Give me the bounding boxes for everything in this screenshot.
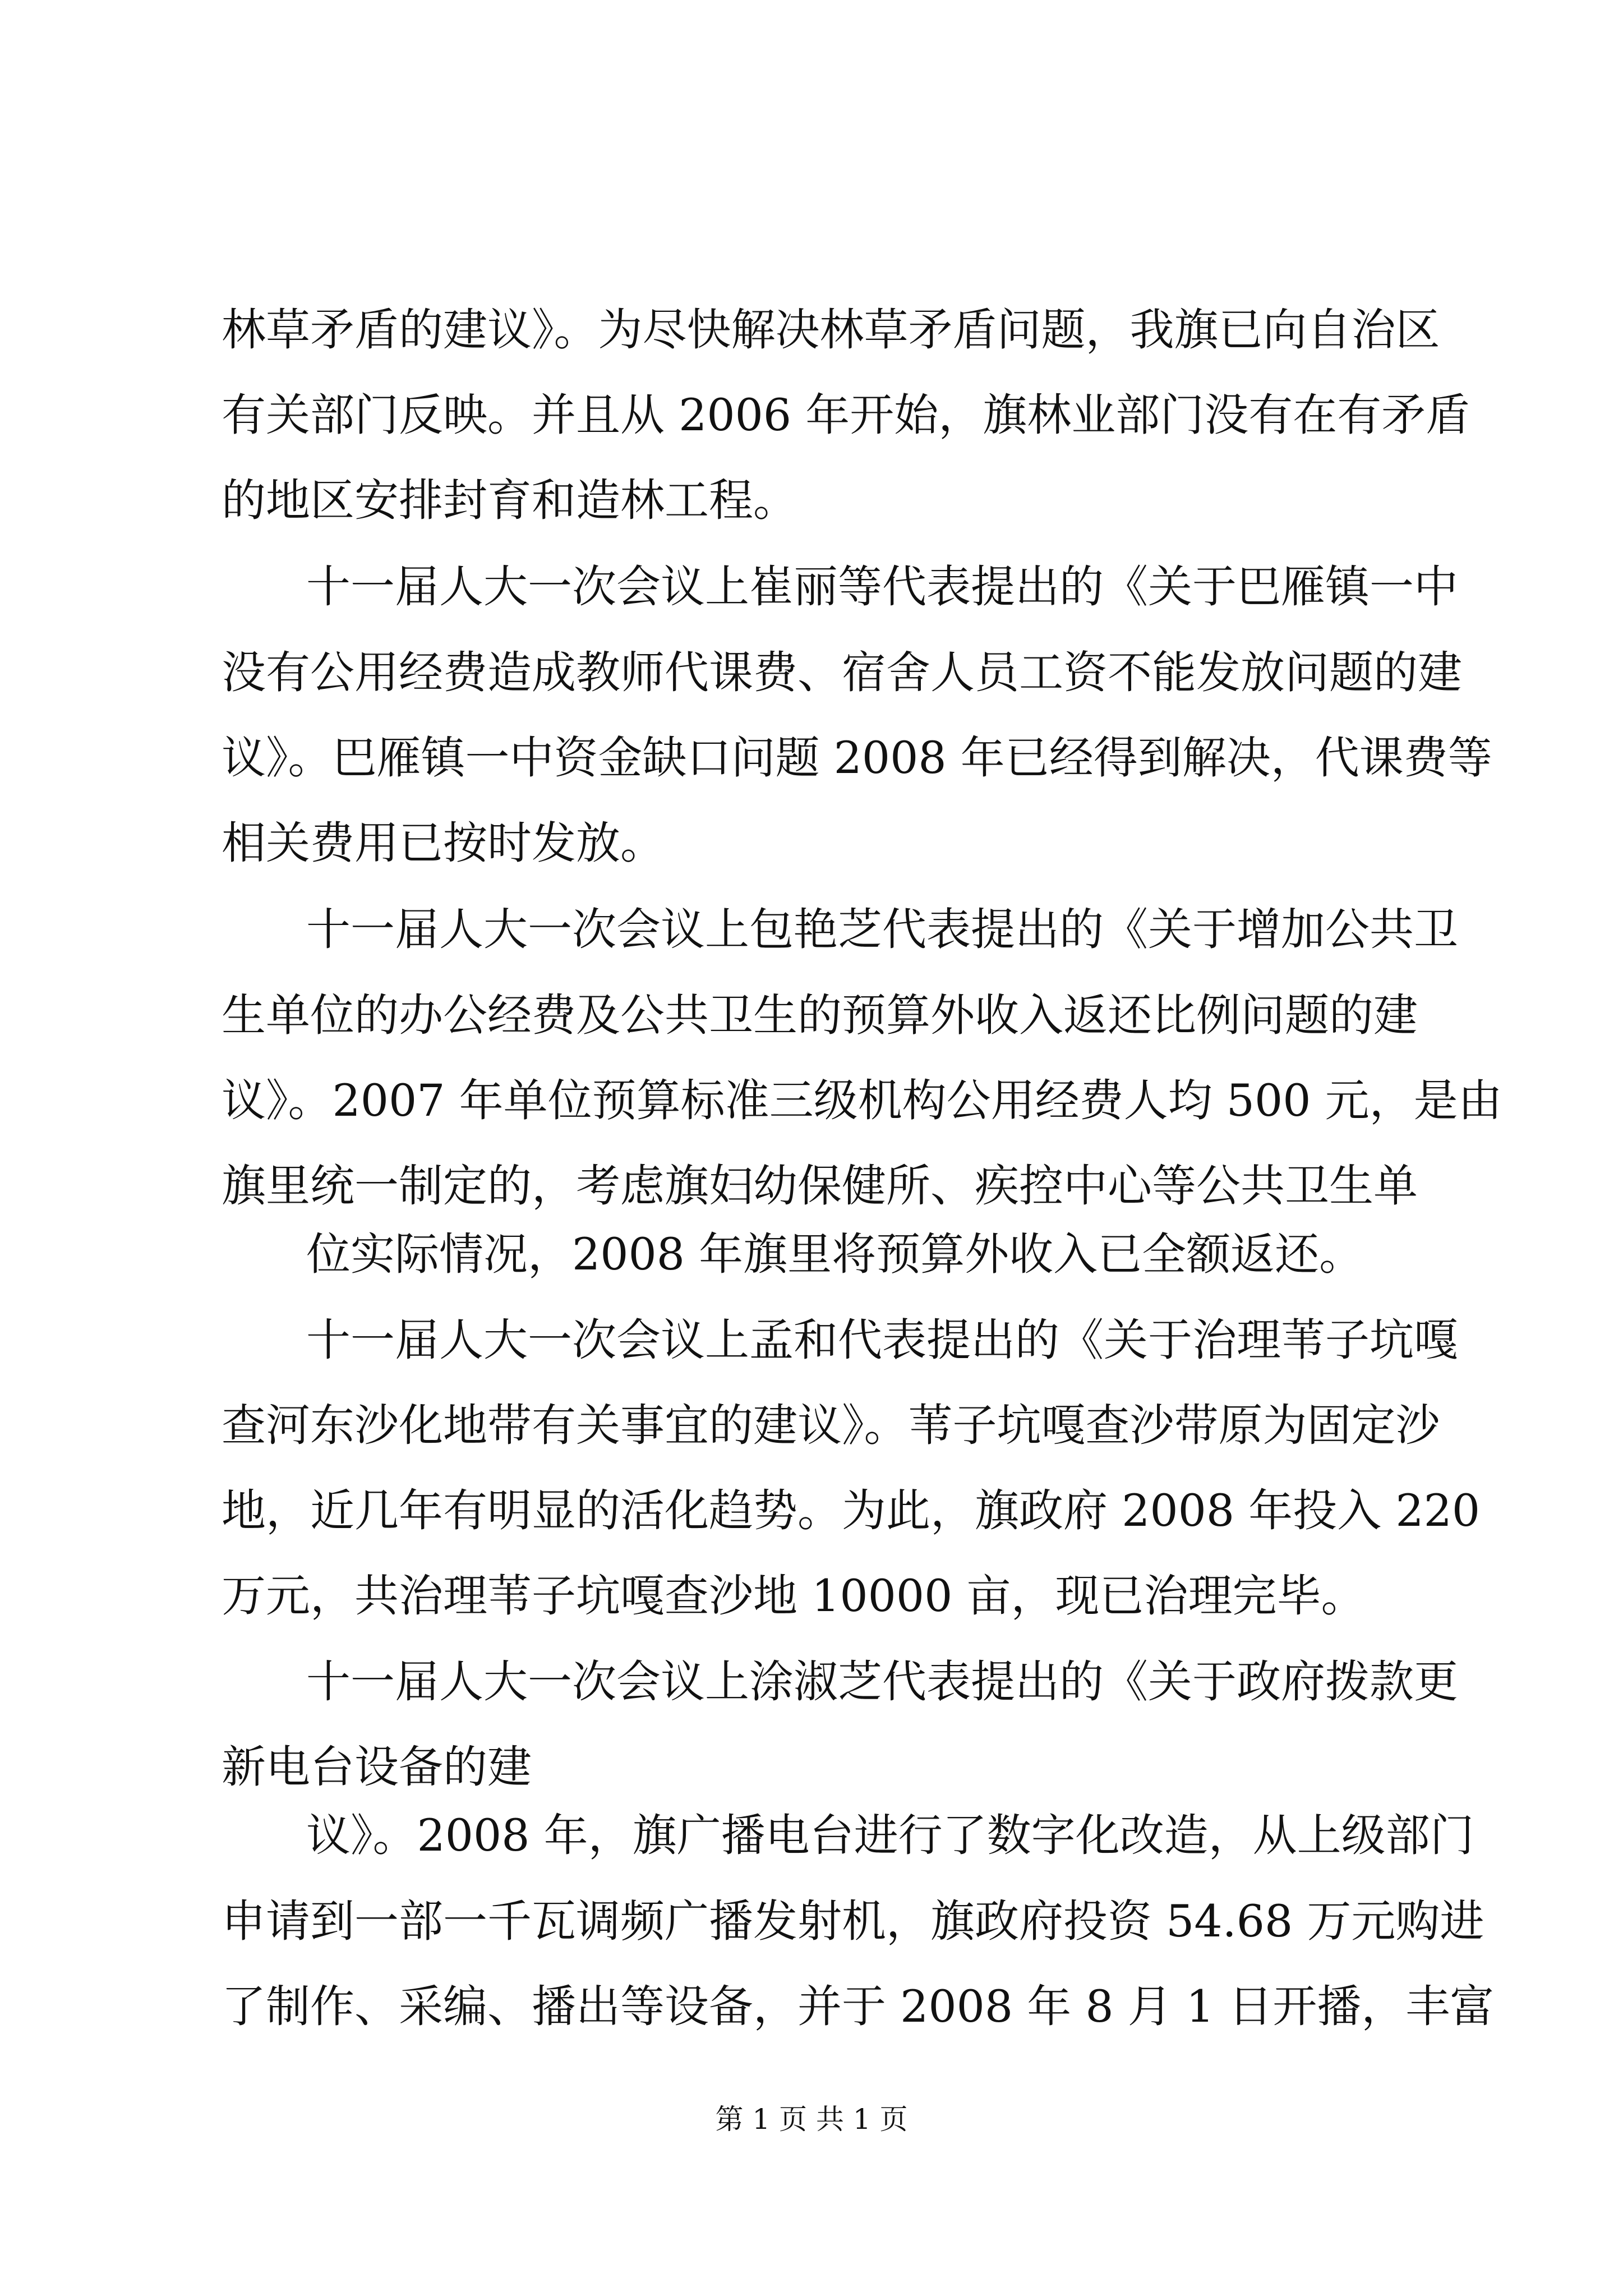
text-line-1: 林草矛盾的建议》。为尽快解决林草矛盾问题，我旗已向自治区: [222, 304, 1440, 356]
text-line-10: 议》。2007 年单位预算标准三级机构公用经费人均 500 元，是由: [222, 1075, 1502, 1126]
text-line-2: 有关部门反映。并且从 2006 年开始，旗林业部门没有在有矛盾: [222, 389, 1470, 441]
text-line-18: 新电台设备的建: [222, 1741, 532, 1793]
paragraph-start-line: 十一届人大一次会议上崔丽等代表提出的《关于巴雁镇一中: [306, 561, 1458, 613]
text-line-21: 了制作、采编、播出等设备，并于 2008 年 8 月 1 日开播，丰富: [222, 1981, 1495, 2032]
text-line-9: 生单位的办公经费及公共卫生的预算外收入返还比例问题的建: [222, 990, 1418, 1041]
text-line-19: 议》。2008 年，旗广播电台进行了数字化改造，从上级部门: [306, 1810, 1474, 1861]
text-line-6: 议》。巴雁镇一中资金缺口问题 2008 年已经得到解决，代课费等: [222, 732, 1492, 784]
text-line-14: 查河东沙化地带有关事宜的建议》。苇子坑嘎查沙带原为固定沙: [222, 1400, 1440, 1451]
text-line-16: 万元，共治理苇子坑嘎查沙地 10000 亩，现已治理完毕。: [222, 1570, 1366, 1622]
text-line-5: 没有公用经费造成教师代课费、宿舍人员工资不能发放问题的建: [222, 647, 1462, 698]
text-line-3: 的地区安排封育和造林工程。: [222, 475, 797, 526]
text-line-11: 旗里统一制定的，考虑旗妇幼保健所、疾控中心等公共卫生单: [222, 1160, 1418, 1212]
text-line-20: 申请到一部一千瓦调频广播发射机，旗政府投资 54.68 万元购进: [222, 1895, 1484, 1947]
page-number-footer: 第 1 页 共 1 页: [715, 2103, 908, 2136]
text-line-15: 地，近几年有明显的活化趋势。为此，旗政府 2008 年投入 220: [222, 1485, 1481, 1536]
text-line-12: 位实际情况，2008 年旗里将预算外收入已全额返还。: [306, 1228, 1364, 1280]
paragraph-start-line: 十一届人大一次会议上包艳芝代表提出的《关于增加公共卫: [306, 904, 1458, 955]
text-line-7: 相关费用已按时发放。: [222, 817, 665, 869]
paragraph-start-line: 十一届人大一次会议上涂淑芝代表提出的《关于政府拨款更: [306, 1656, 1458, 1708]
paragraph-start-line: 十一届人大一次会议上孟和代表提出的《关于治理苇子坑嘎: [306, 1314, 1458, 1366]
